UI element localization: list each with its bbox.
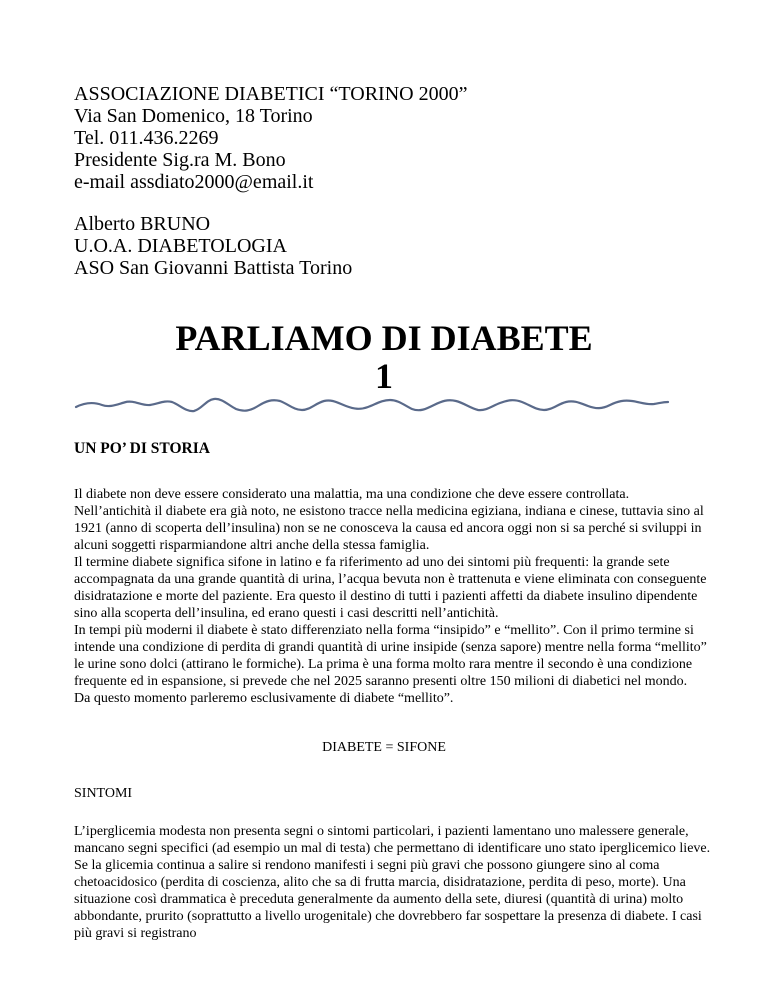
author-name: Alberto BRUNO (74, 213, 211, 235)
storia-body (74, 486, 714, 707)
storia-paragraph: In tempi più moderni il diabete è stato differenziato nella forma “insipido” e “mellito”. Con il primo termine si intende una condizione di perdita di grandi quantità di urine insipide (senza sapore) mentre nella forma “mellito” le urine sono dolci (attirano le formiche). La prima è una forma molto rara mentre il secondo è una condizione frequente ed in espansione, si prevede che nel 2025 saranno presenti oltre 150 milioni di diabetici nel mondo. (74, 623, 707, 689)
association-president: Presidente Sig.ra M. Bono (74, 149, 286, 171)
diabete-sifone-equation: DIABETE = SIFONE (322, 740, 446, 755)
author-unit: U.O.A. DIABETOLOGIA (74, 235, 287, 257)
title-line-1: PARLIAMO DI DIABETE (175, 318, 593, 358)
section-heading-storia: UN PO’ DI STORIA (74, 440, 210, 457)
storia-paragraph: Il diabete non deve essere considerato una malattia, ma una condizione che deve essere controllata. (74, 487, 630, 502)
association-name: ASSOCIAZIONE DIABETICI “TORINO 2000” (74, 83, 468, 105)
author-hospital: ASO San Giovanni Battista Torino (74, 257, 353, 279)
association-email: e-mail assdiato2000@email.it (74, 171, 314, 193)
storia-paragraph: Nell’antichità il diabete era già noto, ne esistono tracce nella medicina egiziana, indiana e cinese, tuttavia sino al 1921 (anno di scoperta dell’insulina) non se ne conosceva la causa ed ancora oggi non si sa perché si sviluppi in alcuni soggetti risparmiandone altri anche della stessa famiglia. (74, 504, 704, 553)
association-header (74, 83, 467, 193)
storia-paragraph: Da questo momento parleremo esclusivamente di diabete “mellito”. (74, 691, 454, 706)
title-line-2: 1 (375, 356, 393, 396)
section-heading-sintomi: SINTOMI (74, 786, 133, 801)
association-phone: Tel. 011.436.2269 (74, 127, 219, 149)
association-address: Via San Domenico, 18 Torino (74, 105, 313, 127)
wavy-divider-path (76, 399, 668, 411)
wavy-divider-icon (72, 391, 672, 421)
document-title (0, 319, 768, 395)
storia-paragraph: Il termine diabete significa sifone in latino e fa riferimento ad uno dei sintomi più frequenti: la grande sete accompagnata da una grande quantità di urina, l’acqua bevuta non è trattenuta e viene eliminata con conseguente disidratazione e morte del paziente. Era questo il destino di tutti i pazienti affetti da diabete insulino dipendente sino alla scoperta dell’insulina, ed erano questi i casi descritti nell’antichità. (74, 555, 707, 621)
author-block (74, 213, 352, 279)
sintomi-body: L’iperglicemia modesta non presenta segni o sintomi particolari, i pazienti lamentano uno malessere generale, mancano segni specifici (ad esempio un mal di testa) che permettano di identificare uno stato iperglicemico lieve. Se la glicemia continua a salire si rendono manifesti i segni più gravi che possono giungere sino al coma chetoacidosico (perdita di coscienza, alito che sa di frutta marcia, disidratazione, perdita di peso, morte). Una situazione così drammatica è preceduta generalmente da aumento della sete, diuresi (quantità di urina) molto abbondante, prurito (soprattutto a livello urogenitale) che dovrebbero far sospettare la presenza di diabete. I casi più gravi si registrano (74, 824, 711, 941)
